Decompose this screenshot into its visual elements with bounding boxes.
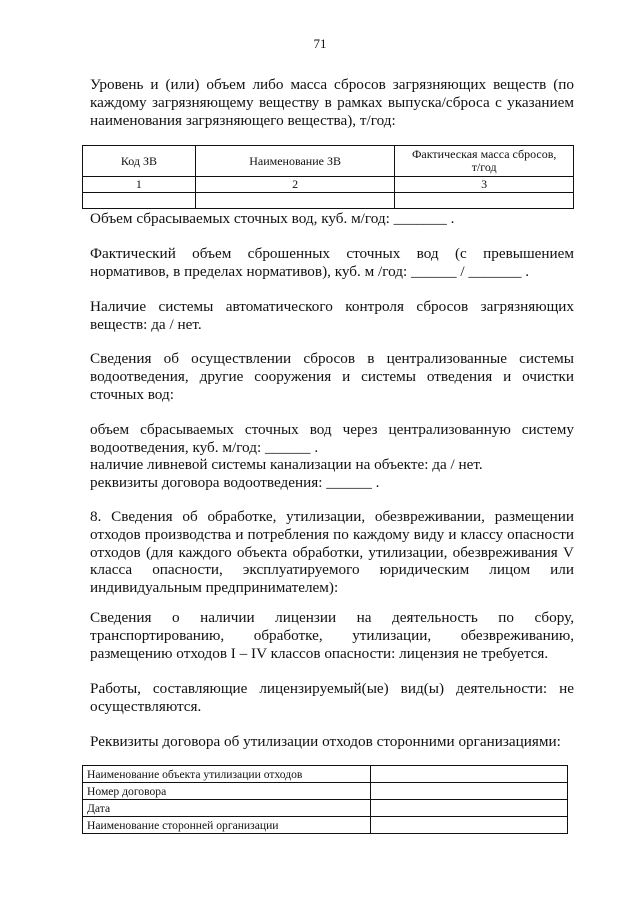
contract-value-cell [371,783,568,800]
paragraph-licensed-works: Работы, составляющие лицензируемый(ые) вид(ы) деятельности: не осуществляются. [90,680,574,715]
col-number-3: 3 [395,177,574,193]
paragraph-discharge-level: Уровень и (или) объем либо масса сбросов загрязняющих веществ (по каждому загрязняющему веществу в рамках выпуска/сброса с указанием наименования загрязняющего вещества), т/год: [90,76,574,129]
contract-label-object: Наименование объекта утилизации отходов [83,766,371,783]
paragraph-waste-section: 8. Сведения об обработке, утилизации, обезвреживании, размещении отходов производства и потребления по каждому виду и классу опасности отходов (для каждого объекта обработки, утилизации, обезвреживания V класса опасности, эксплуатируемого юридическим лицом или индивидуальным предпринимателем): [90,508,574,597]
contract-label-number: Номер договора [83,783,371,800]
paragraph-contract-details: Реквизиты договора об утилизации отходов сторонними организациями: [90,733,561,750]
table-row [83,817,568,834]
discharge-table [82,145,574,209]
empty-cell [83,193,196,209]
header-mass [395,146,574,177]
page-number: 71 [313,36,327,51]
contract-value-cell [371,766,568,783]
contract-label-date: Дата [83,800,371,817]
empty-cell [395,193,574,209]
paragraph-wastewater-volume: Объем сбрасываемых сточных вод, куб. м/год: _______ . [90,210,455,227]
paragraph-actual-volume: Фактический объем сброшенных сточных вод (с превышением нормативов, в пределах нормативов), куб. м /год: ______ / _______ . [90,245,574,280]
table-header-row [83,146,574,177]
paragraph-storm-sewer: наличие ливневой системы канализации на объекте: да / нет. [90,456,483,473]
paragraph-drainage-contract: реквизиты договора водоотведения: ______ . [90,474,380,491]
header-name: Наименование ЗВ [195,146,394,177]
col-number-1: 1 [83,177,196,193]
paragraph-central-volume: объем сбрасываемых сточных вод через централизованную систему водоотведения, куб. м/год: ______ . [90,421,574,456]
header-mass-line2: т/год [471,160,497,174]
paragraph-centralized-systems: Сведения об осуществлении сбросов в централизованные системы водоотведения, другие сооружения и системы отведения и очистки сточных вод: [90,350,574,403]
table-row [83,177,574,193]
header-code: Код ЗВ [83,146,196,177]
empty-cell [195,193,394,209]
table-row [83,783,568,800]
contract-value-cell [371,817,568,834]
table-row [83,800,568,817]
paragraph-auto-control: Наличие системы автоматического контроля сбросов загрязняющих веществ: да / нет. [90,298,574,333]
contract-value-cell [371,800,568,817]
table-row [83,766,568,783]
contract-label-organization: Наименование сторонней организации [83,817,371,834]
contract-table [82,765,568,834]
header-mass-line1: Фактическая масса сбросов, [411,147,557,161]
col-number-2: 2 [195,177,394,193]
table-row [83,193,574,209]
paragraph-license: Сведения о наличии лицензии на деятельность по сбору, транспортированию, обработке, утилизации, обезвреживанию, размещению отходов I – IV классов опасности: лицензия не требуется. [90,609,574,662]
